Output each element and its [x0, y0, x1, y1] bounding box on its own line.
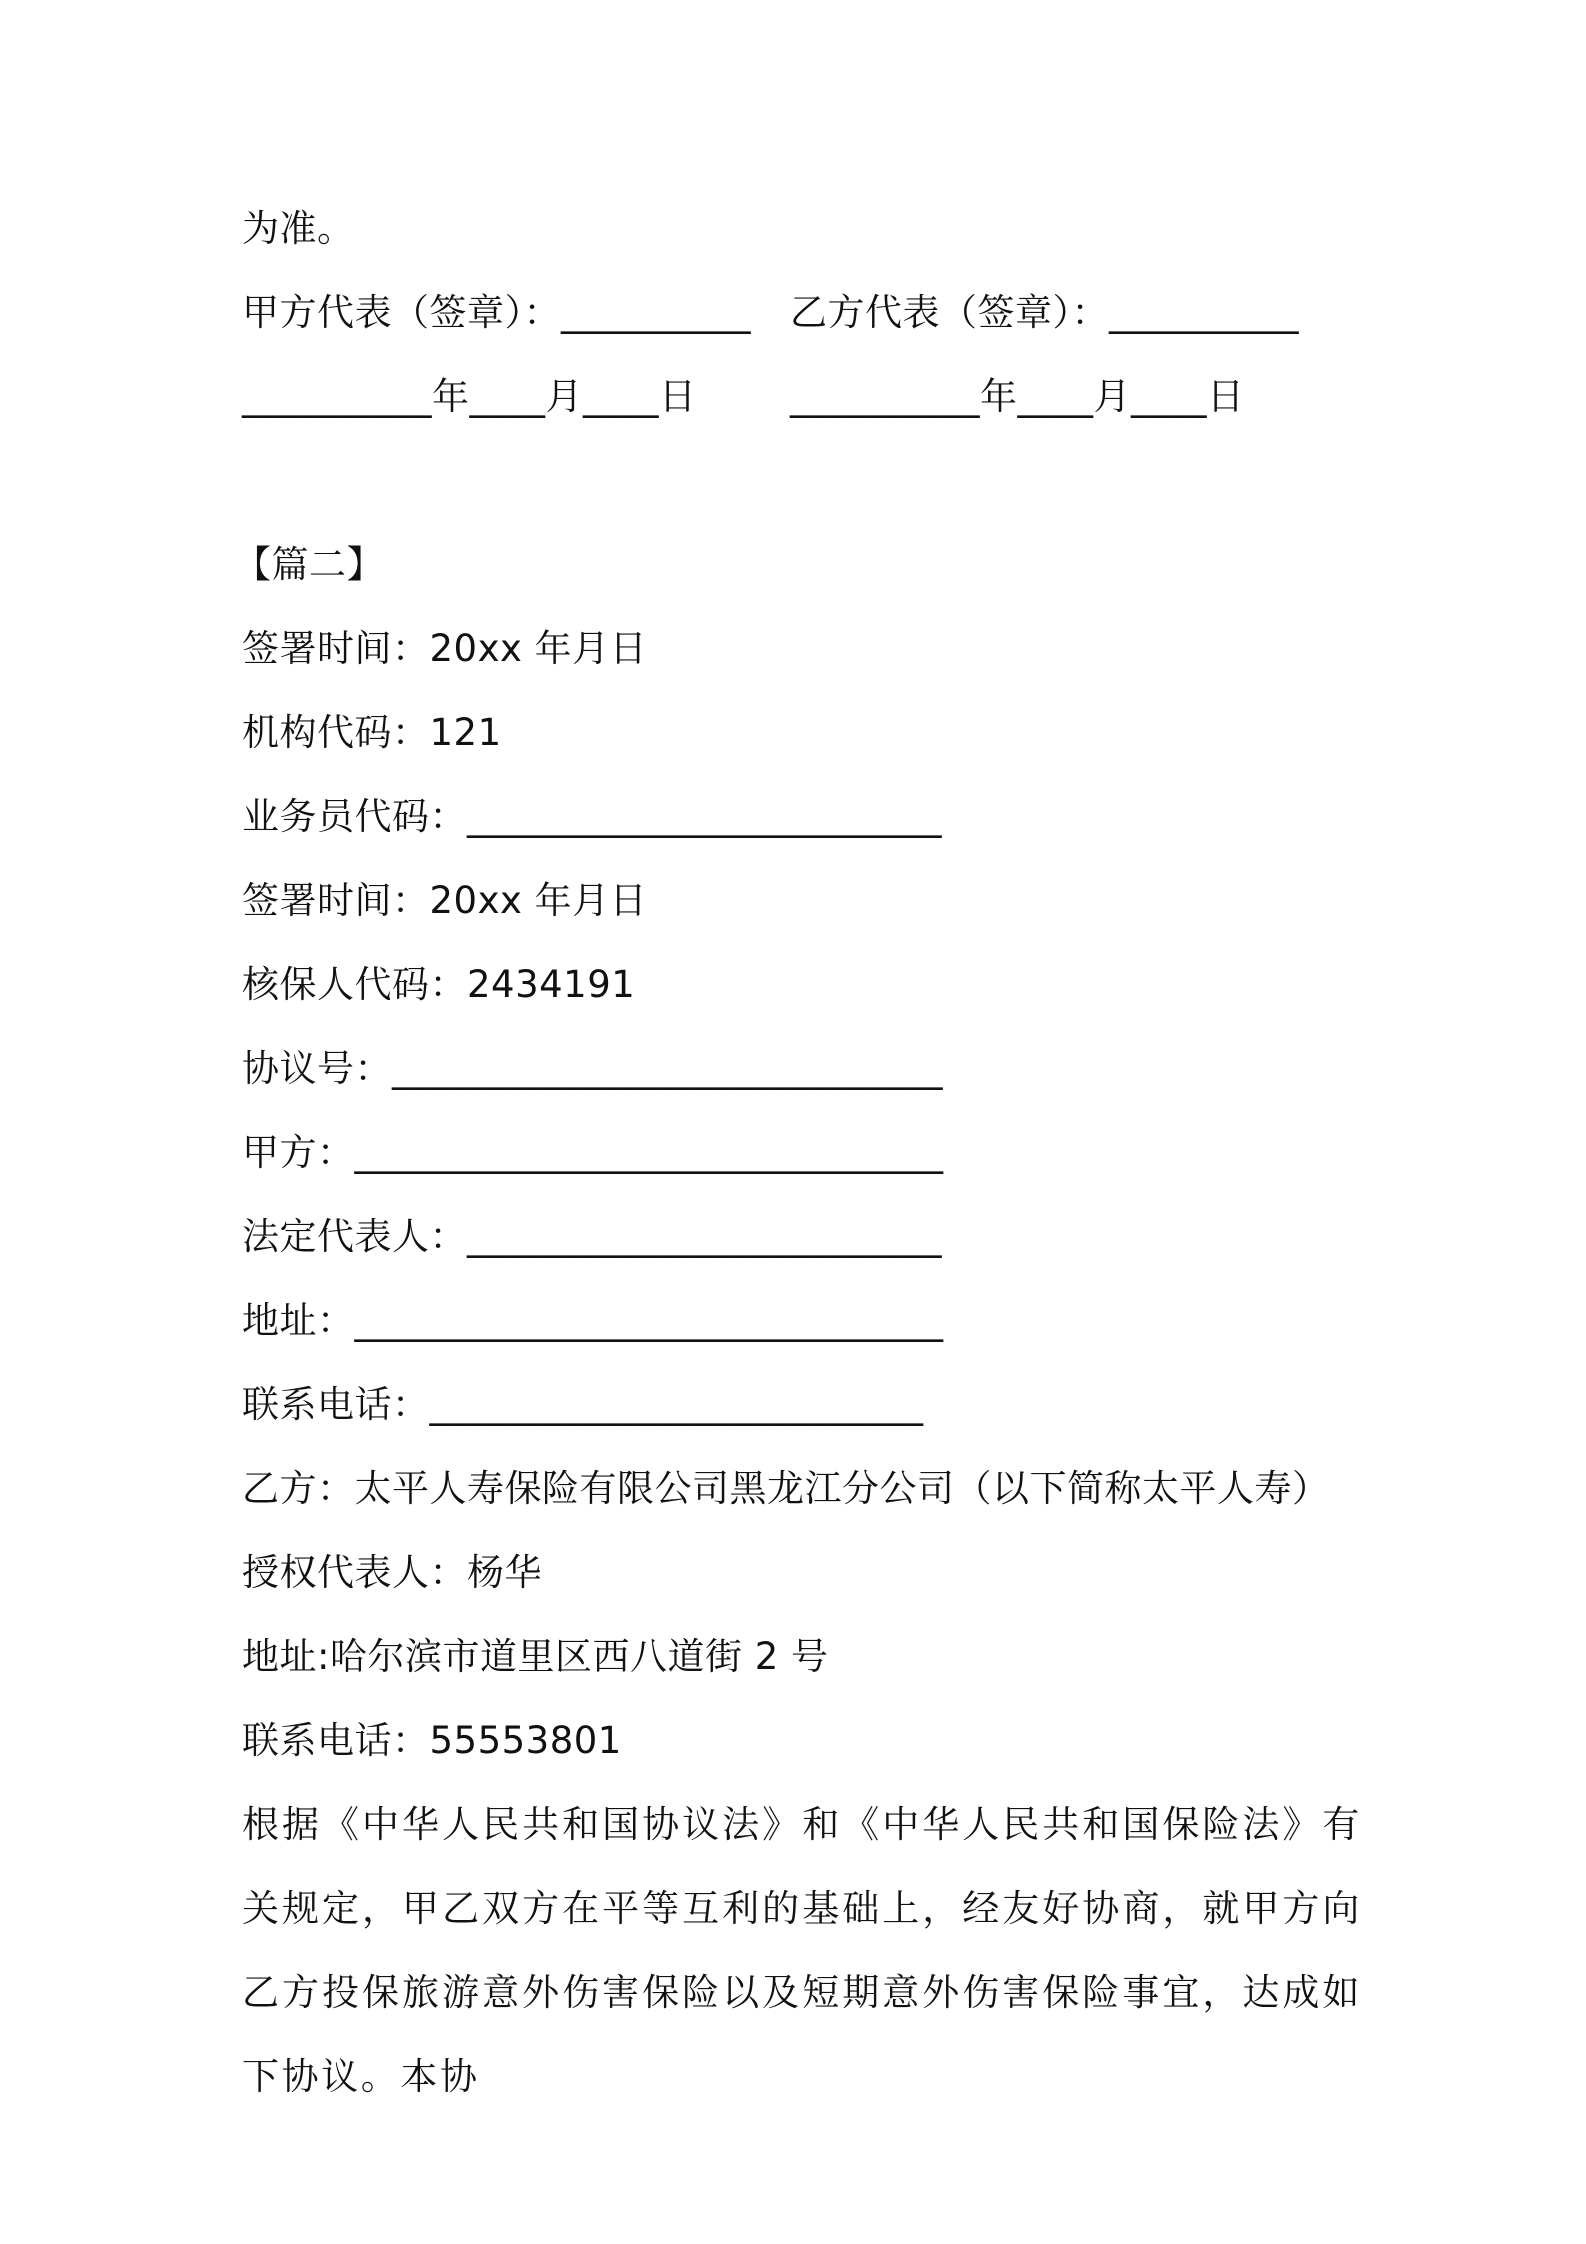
- continuation-text: 为准。: [242, 207, 355, 250]
- party-b-date: __________年____月____日: [790, 375, 1245, 418]
- section-heading: 【篇二】: [234, 543, 384, 586]
- field-sign-time-2: 签署时间：20xx 年月日: [242, 879, 648, 922]
- field-agreement-no: 协议号：_____________________________: [242, 1047, 943, 1090]
- field-agent-code: 业务员代码：_________________________: [242, 795, 942, 838]
- field-party-a: 甲方：_______________________________: [242, 1131, 944, 1174]
- body-paragraph: 根据《中华人民共和国协议法》和《中华人民共和国保险法》有关规定，甲乙双方在平等互利的基础上，经友好协商，就甲方向乙方投保旅游意外伤害保险以及短期意外伤害保险事宜，达成如下协议。本协: [242, 1803, 1362, 2098]
- field-address-a: 地址：_______________________________: [242, 1299, 944, 1342]
- field-underwriter-code: 核保人代码：2434191: [242, 963, 636, 1006]
- field-authorized-rep: 授权代表人：杨华: [242, 1551, 542, 1594]
- party-a-rep-signature: 甲方代表（签章）：__________: [242, 291, 751, 334]
- party-a-date: __________年____月____日: [242, 375, 697, 418]
- party-b-rep-signature: 乙方代表（签章）：__________: [790, 291, 1299, 334]
- field-address-b: 地址:哈尔滨市道里区西八道街 2 号: [242, 1635, 829, 1678]
- field-phone-b: 联系电话：55553801: [242, 1719, 622, 1762]
- field-legal-rep: 法定代表人：_________________________: [242, 1215, 942, 1258]
- field-phone-a: 联系电话：__________________________: [242, 1383, 924, 1426]
- field-party-b: 乙方：太平人寿保险有限公司黑龙江分公司（以下简称太平人寿）: [242, 1467, 1330, 1510]
- field-org-code: 机构代码：121: [242, 711, 502, 754]
- field-sign-time: 签署时间：20xx 年月日: [242, 627, 648, 670]
